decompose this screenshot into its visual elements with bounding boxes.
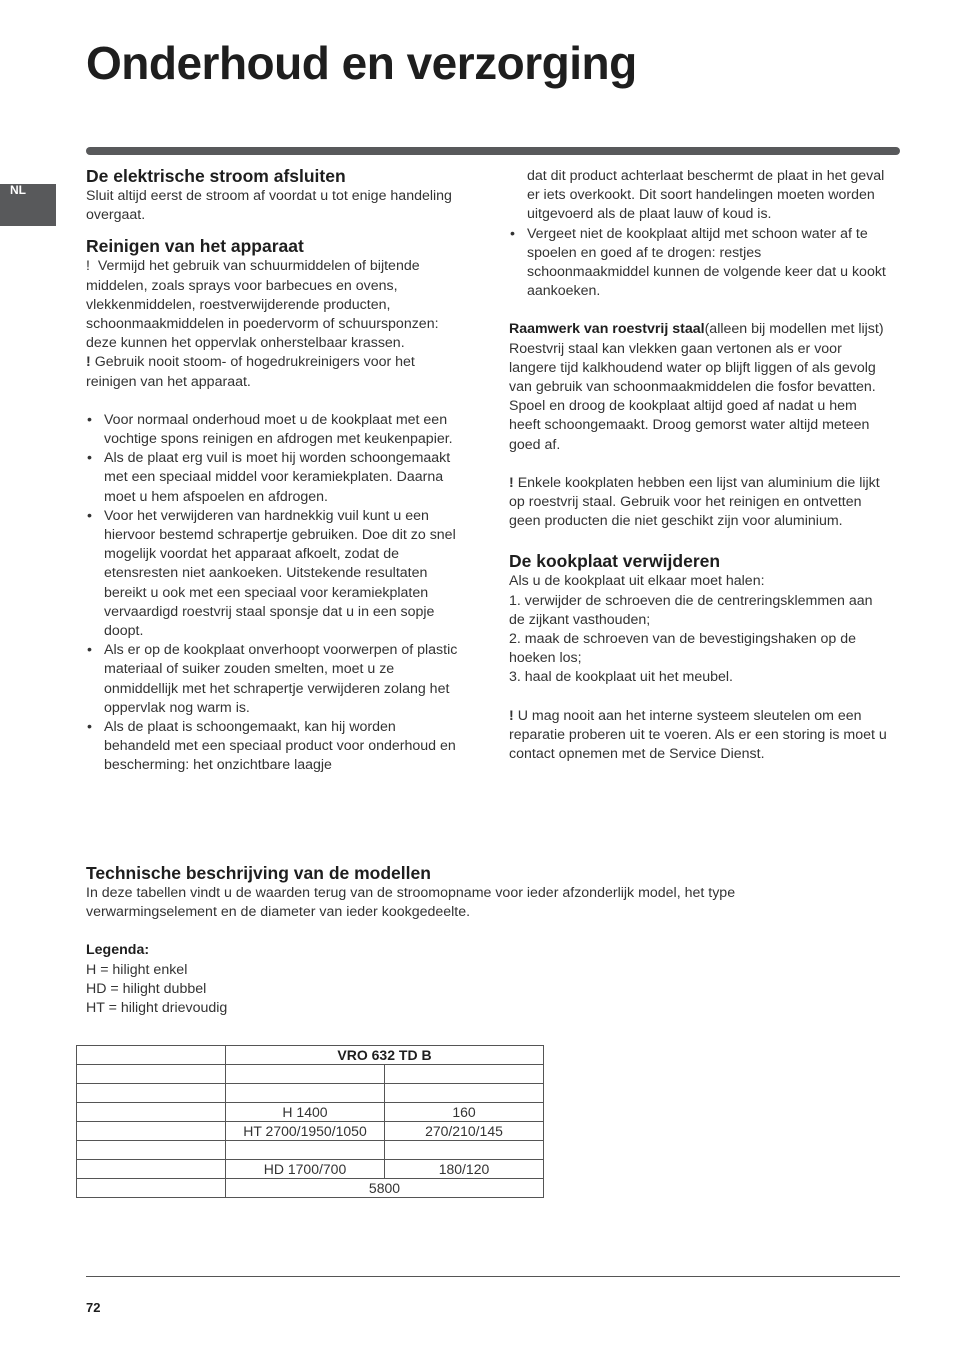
frame-note: (alleen bij modellen met lijst) bbox=[704, 321, 884, 338]
remove-intro: Als u de kookplaat uit elkaar moet halen: bbox=[509, 573, 765, 590]
list-item: • Vergeet niet de kookplaat altijd met schoon water af te spoelen en goed af te drogen: restjes schoonmaakmiddel kunnen de volgende keer dat u kookt aankoeken. bbox=[509, 225, 887, 302]
section-heading-technical: Technische beschrijving van de modellen bbox=[86, 863, 431, 883]
table-row bbox=[77, 1141, 544, 1160]
footer-rule bbox=[86, 1276, 900, 1277]
list-item: • Als de plaat is schoongemaakt, kan hij worden behandeld met een speciaal product voor onderhoud en bescherming: het onzichtbare laagje bbox=[86, 718, 461, 776]
spec-table bbox=[76, 1045, 544, 1198]
section-body-power: Sluit altijd eerst de stroom af voordat u tot enige handeling overgaat. bbox=[86, 188, 452, 224]
list-item: • Voor het verwijderen van hardnekkig vuil kunt u een hiervoor bestemd schrapertje gebruiken. Doe dit zo snel mogelijk voordat het apparaat afkoelt, zodat de etensresten niet aankoeken. Uitstekende resultaten bereikt u ook met een speciaal voor keramiekplaten vervaardigd roestvrij staal sponsje dat u in een sopje doopt. bbox=[86, 507, 461, 641]
table-row bbox=[77, 1065, 544, 1084]
remove-step-2: 2. maak de schroeven van de bevestigingshaken op de hoeken los; bbox=[509, 631, 857, 667]
legend-item: H = hilight enkel bbox=[86, 961, 188, 978]
left-column bbox=[86, 165, 461, 776]
page-number: 72 bbox=[86, 1300, 101, 1315]
frame-heading-line bbox=[509, 320, 887, 339]
cleaning-list bbox=[86, 411, 461, 776]
frame-body: Roestvrij staal kan vlekken gaan vertonen als er voor langere tijd kalkhoudend water op blijft liggen of als gevolg van gebruik van schoonmaakmiddelen die fosfor bevatten. bbox=[509, 340, 876, 396]
section-heading-remove: De kookplaat verwijderen bbox=[509, 551, 721, 572]
warning-aluminium: ! Enkele kookplaten hebben een lijst van aluminium die lijkt op roestvrij staal. Gebruik voor het reinigen en ontvetten geen producten die niet geschikt zijn voor aluminium. bbox=[509, 474, 880, 530]
remove-step-3: 3. haal de kookplaat uit het meubel. bbox=[509, 669, 734, 686]
remove-step-1: 1. verwijder de schroeven die de centreringsklemmen aan de zijkant vasthouden; bbox=[509, 592, 873, 628]
frame-heading: Raamwerk van roestvrij staal bbox=[509, 321, 705, 338]
table-row-total bbox=[77, 1179, 544, 1198]
table-header-row bbox=[77, 1046, 544, 1065]
technical-section bbox=[86, 862, 846, 1018]
header-rule bbox=[86, 147, 900, 155]
table-row: H 1400 160 bbox=[77, 1103, 544, 1122]
table-row: HD 1700/700 180/120 bbox=[77, 1160, 544, 1179]
table-row: HT 2700/1950/1050 270/210/145 bbox=[77, 1122, 544, 1141]
cleaning-list-continued bbox=[509, 225, 887, 302]
legend-item: HT = hilight drievoudig bbox=[86, 1000, 228, 1017]
technical-intro: In deze tabellen vindt u de waarden terug van de stroomopname voor ieder afzonderlijk model, het type verwarmingselement en de diameter van ieder kookgedeelte. bbox=[86, 885, 736, 921]
legend-item: HD = hilight dubbel bbox=[86, 980, 207, 997]
legend-title: Legenda: bbox=[86, 942, 150, 959]
warning-steam: ! Gebruik nooit stoom- of hogedrukreinigers voor het reinigen van het apparaat. bbox=[86, 354, 415, 390]
language-tab: NL bbox=[0, 184, 56, 226]
right-column bbox=[509, 167, 887, 764]
total-power: 5800 bbox=[226, 1179, 544, 1198]
model-name: VRO 632 TD B bbox=[226, 1046, 544, 1065]
section-heading-cleaning: Reinigen van het apparaat bbox=[86, 236, 304, 257]
warning-abrasives: ! Vermijd het gebruik van schuurmiddelen of bijtende middelen, zoals sprays voor barbecues en ovens, vlekkenmiddelen, roestverwijderende producten, schoonmaakmiddelen in poedervorm of schuursponzen: deze kunnen het oppervlak onherstelbaar krassen. bbox=[86, 258, 439, 352]
page-title: Onderhoud en verzorging bbox=[86, 37, 637, 89]
list-item: • Voor normaal onderhoud moet u de kookplaat met een vochtige spons reinigen en afdrogen met keukenpapier. bbox=[86, 411, 461, 449]
table-row bbox=[77, 1084, 544, 1103]
section-heading-power: De elektrische stroom afsluiten bbox=[86, 166, 346, 186]
frame-body-2: Spoel en droog de kookplaat altijd goed af nadat u hem heeft schoongemaakt. Droog gemorst water altijd meteen goed af. bbox=[509, 398, 870, 453]
warning-service: ! U mag nooit aan het interne systeem sleutelen om een reparatie proberen uit te voeren. Als er een storing is moet u contact opnemen met de Service Dienst. bbox=[509, 707, 887, 763]
list-item: • Als de plaat erg vuil is moet hij worden schoongemaakt met een speciaal middel voor keramiekplaten. Daarna moet u hem afspoelen en afdrogen. bbox=[86, 449, 461, 507]
list-item-continued: dat dit product achterlaat beschermt de plaat in het geval er iets overkookt. Dit soort handelingen moeten worden uitgevoerd als de plaat lauw of koud is. bbox=[527, 168, 885, 223]
list-item: • Als er op de kookplaat onverhoopt voorwerpen of plastic materiaal of suiker zouden smelten, moet u ze onmiddellijk met het schrapertje verwijderen zolang het oppervlak nog warm is. bbox=[86, 641, 461, 718]
